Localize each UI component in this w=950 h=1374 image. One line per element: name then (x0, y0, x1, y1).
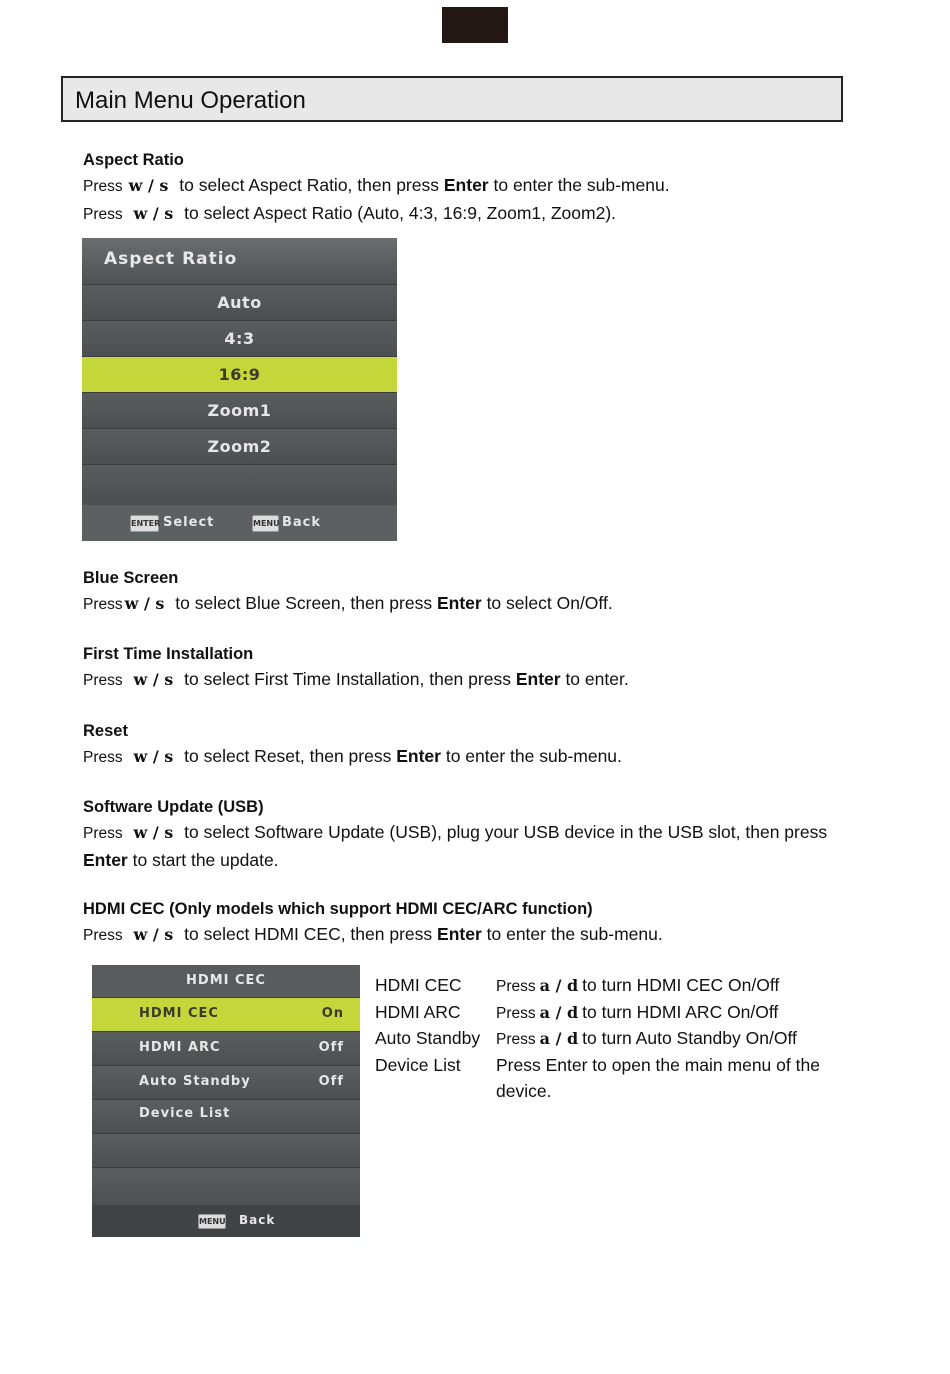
osd-empty-row (92, 1133, 360, 1167)
cec-item-description (496, 972, 779, 1001)
page-title: Main Menu Operation (75, 87, 306, 114)
cec-item-name: Auto Standby (375, 1028, 481, 1048)
cec-item-text: to turn Auto Standby On/Off (582, 1028, 797, 1048)
osd-option-4-3[interactable]: 4:3 (82, 320, 397, 356)
instruction-text: to select Software Update (USB), plug your USB device in the USB slot, then press (184, 822, 828, 842)
osd-option-auto[interactable]: Auto (82, 284, 397, 320)
instruction-text: to select Aspect Ratio, then press (179, 175, 439, 195)
press-word: Press (83, 672, 123, 689)
osd-option-zoom2[interactable]: Zoom2 (82, 428, 397, 464)
back-label: Back (282, 515, 322, 530)
software-update-section (83, 795, 873, 873)
cec-item-description (496, 999, 778, 1028)
cec-item-text: to turn HDMI ARC On/Off (582, 1001, 779, 1022)
software-update-heading: Software Update (USB) (83, 798, 264, 816)
osd-option-zoom1[interactable]: Zoom1 (82, 392, 397, 428)
press-word: Press (83, 749, 123, 766)
osd-row-value: On (321, 1006, 344, 1021)
blue-screen-line (83, 590, 873, 618)
cec-item-name: HDMI CEC (375, 975, 462, 995)
left-right-keys: a / d (539, 1029, 579, 1048)
osd-row-label: Auto Standby (139, 1074, 251, 1089)
software-update-line (83, 819, 873, 847)
hdmi-cec-line (83, 921, 873, 949)
reset-section (83, 719, 873, 771)
osd-header (92, 965, 360, 997)
up-down-keys: w / s (128, 176, 169, 195)
press-word: Press (83, 927, 123, 944)
first-time-installation-line (83, 666, 873, 694)
osd-row-value: Off (318, 1074, 344, 1089)
instruction-text: to select Reset, then press (184, 746, 392, 766)
select-label: Select (163, 515, 215, 530)
cec-item-name: Device List (375, 1054, 461, 1075)
left-right-keys: a / d (539, 1002, 579, 1022)
cec-item-description: device. (496, 1081, 552, 1101)
press-word: Press (496, 978, 536, 995)
aspect-ratio-line-1 (83, 172, 873, 200)
hdmi-cec-heading: HDMI CEC (Only models which support HDMI CEC/ARC function) (83, 900, 593, 918)
instruction-text: to select HDMI CEC, then press (184, 924, 433, 944)
press-word: Press (496, 1004, 536, 1022)
press-word: Press (83, 206, 123, 223)
cec-item-text: to turn HDMI CEC On/Off (582, 975, 780, 995)
up-down-keys: w / s (124, 594, 165, 613)
cec-item-description (496, 1025, 797, 1054)
osd-empty-row (92, 1167, 360, 1205)
enter-key-text: Enter (396, 746, 441, 766)
osd-row-hdmi-arc[interactable] (92, 1031, 360, 1065)
osd-row-value: Off (318, 1040, 344, 1055)
cec-item-name: HDMI ARC (375, 1001, 461, 1022)
instruction-text: to enter. (565, 669, 629, 689)
enter-button-icon: ENTER (130, 515, 159, 532)
aspect-ratio-line-2 (83, 200, 873, 228)
back-label: Back (239, 1213, 276, 1227)
reset-heading: Reset (83, 722, 128, 740)
instruction-text: to enter the sub-menu. (486, 924, 663, 944)
aspect-ratio-osd-menu (82, 238, 397, 541)
menu-button-icon: MENU (252, 515, 279, 532)
left-right-keys: a / d (539, 976, 579, 995)
cec-item-description: Press Enter to open the main menu of the (496, 1054, 820, 1075)
press-word: Press (83, 596, 123, 613)
enter-key-text: Enter (515, 669, 561, 689)
press-word: Press (496, 1031, 536, 1048)
software-update-line-2 (83, 847, 873, 873)
up-down-keys: w / s (133, 747, 174, 766)
instruction-text: to enter the sub-menu. (445, 746, 622, 766)
up-down-keys: w / s (133, 204, 174, 223)
aspect-ratio-heading: Aspect Ratio (83, 151, 184, 169)
osd-row-auto-standby[interactable] (92, 1065, 360, 1099)
osd-title: Aspect Ratio (104, 249, 238, 269)
press-word: Press (83, 825, 123, 842)
enter-key-text: Enter (443, 175, 489, 195)
osd-row-label: HDMI ARC (139, 1040, 221, 1055)
hdmi-cec-section (83, 897, 873, 949)
blue-screen-heading: Blue Screen (83, 569, 179, 587)
osd-empty-row (82, 464, 397, 500)
osd-row-hdmi-cec-selected[interactable] (92, 997, 360, 1031)
enter-key-text: Enter (437, 924, 482, 944)
first-time-installation-heading: First Time Installation (83, 645, 254, 663)
reset-line (83, 743, 873, 771)
hdmi-cec-osd-menu (92, 965, 360, 1237)
enter-key-text: Enter (83, 850, 128, 870)
aspect-ratio-section (83, 148, 873, 228)
up-down-keys: w / s (133, 925, 174, 944)
page-header-tab (442, 7, 508, 43)
instruction-text: to select Aspect Ratio (Auto, 4:3, 16:9, Zoom1, Zoom2). (184, 203, 617, 223)
instruction-text: to select First Time Installation, then press (184, 669, 511, 689)
blue-screen-section (83, 566, 873, 618)
osd-row-label: HDMI CEC (139, 1006, 219, 1021)
section-title-box (61, 76, 843, 122)
instruction-text: to start the update. (132, 850, 279, 870)
osd-option-16-9-selected[interactable]: 16:9 (82, 356, 397, 392)
osd-footer (82, 505, 397, 541)
osd-header (82, 238, 397, 284)
osd-row-device-list[interactable] (92, 1099, 360, 1133)
instruction-text: to enter the sub-menu. (493, 175, 670, 195)
first-time-installation-section (83, 642, 873, 694)
up-down-keys: w / s (133, 823, 174, 842)
osd-row-label: Device List (139, 1106, 231, 1121)
menu-button-icon: MENU (198, 1214, 226, 1229)
press-word: Press (83, 178, 123, 195)
enter-key-text: Enter (436, 593, 482, 613)
osd-title: HDMI CEC (186, 973, 266, 988)
instruction-text: to select On/Off. (486, 593, 613, 613)
instruction-text: to select Blue Screen, then press (175, 593, 433, 613)
osd-footer (92, 1205, 360, 1237)
up-down-keys: w / s (133, 670, 174, 689)
